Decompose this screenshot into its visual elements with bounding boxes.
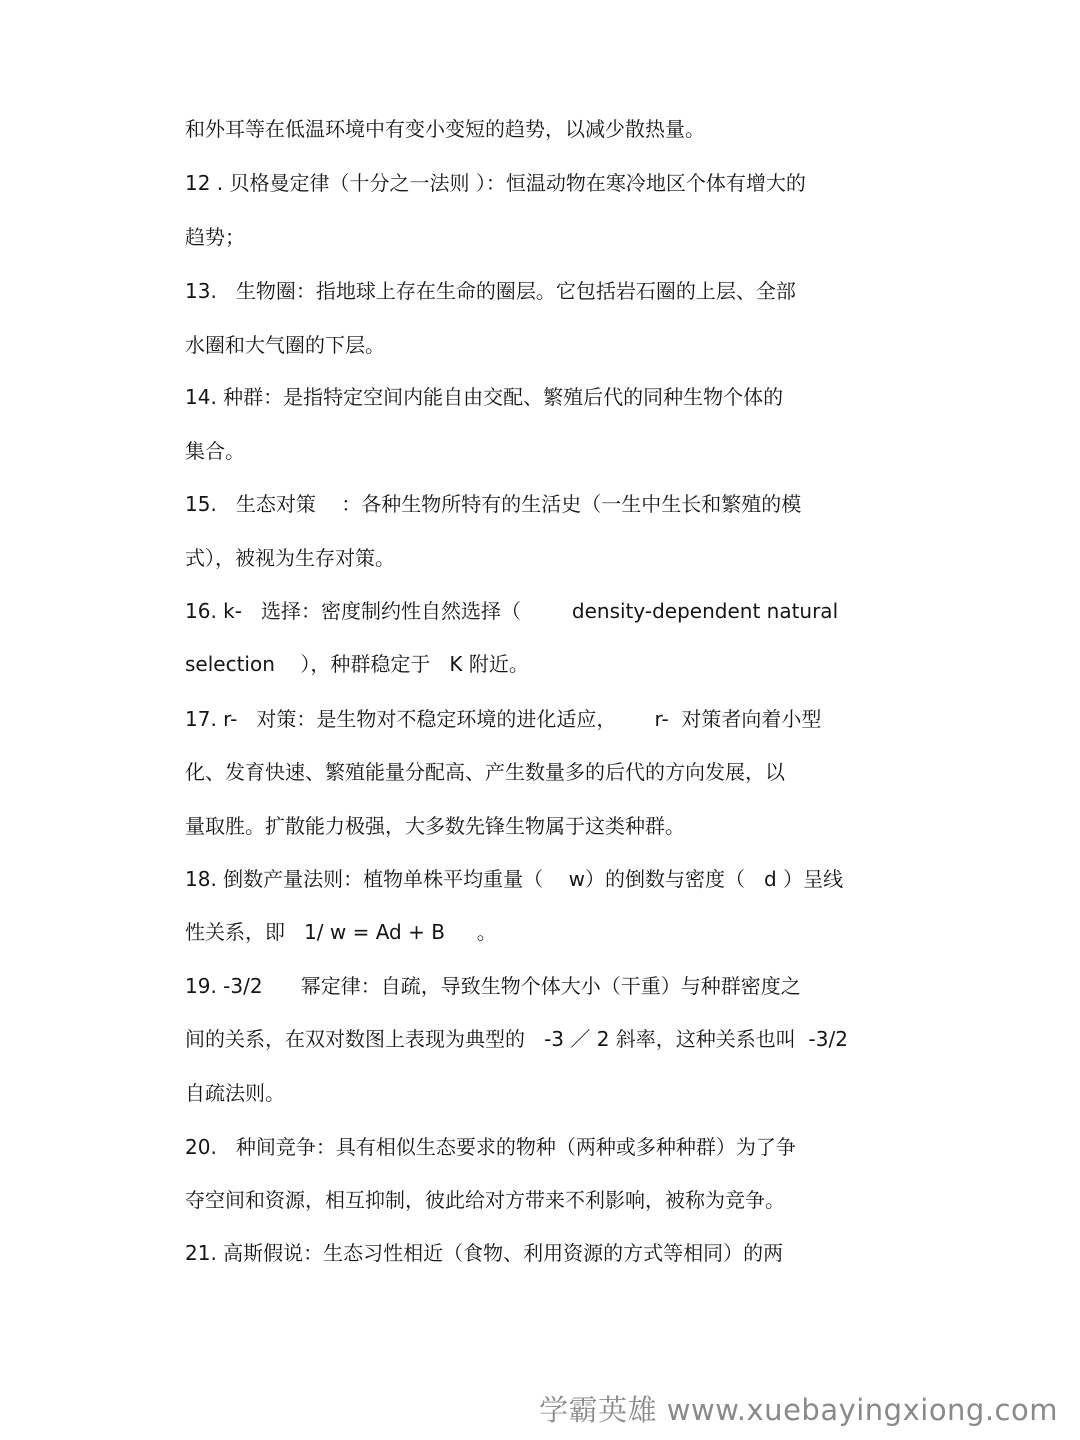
text-line: 16. k- 选择：密度制约性自然选择（ density-dependent natural xyxy=(185,599,839,623)
text-line: 21. 高斯假说：生态习性相近（食物、利用资源的方式等相同）的两 xyxy=(185,1241,784,1265)
text-line: 17. r- 对策：是生物对不稳定环境的进化适应， r- 对策者向着小型 xyxy=(185,707,822,731)
text-line: 13. 生物圈：指地球上存在生命的圈层。它包括岩石圈的上层、全部 xyxy=(185,279,796,303)
text-line: 20. 种间竞争：具有相似生态要求的物种（两种或多种种群）为了争 xyxy=(185,1135,796,1159)
text-line: 18. 倒数产量法则：植物单株平均重量（ w）的倒数与密度（ d ）呈线 xyxy=(185,867,844,891)
text-line: 水圈和大气圈的下层。 xyxy=(185,333,385,357)
text-line: 化、发育快速、繁殖能量分配高、产生数量多的后代的方向发展，以 xyxy=(185,760,785,784)
text-line: selection ），种群稳定于 K 附近。 xyxy=(185,652,529,676)
text-line: 12 . 贝格曼定律（十分之一法则 ）：恒温动物在寒冷地区个体有增大的 xyxy=(185,171,806,195)
text-line: 自疏法则。 xyxy=(185,1081,285,1105)
text-line: 间的关系，在双对数图上表现为典型的 -3 ／ 2 斜率，这种关系也叫 -3/2 xyxy=(185,1027,848,1051)
text-line: 集合。 xyxy=(185,439,245,463)
watermark: 学霸英雄 www.xuebayingxiong.com xyxy=(539,1393,1058,1427)
text-line: 15. 生态对策 ：各种生物所特有的生活史（一生中生长和繁殖的模 xyxy=(185,492,802,516)
text-line: 夺空间和资源，相互抑制，彼此给对方带来不利影响，被称为竞争。 xyxy=(185,1188,785,1212)
text-line: 14. 种群：是指特定空间内能自由交配、繁殖后代的同种生物个体的 xyxy=(185,385,784,409)
text-line: 趋势； xyxy=(185,225,245,249)
text-line: 量取胜。扩散能力极强，大多数先锋生物属于这类种群。 xyxy=(185,814,685,838)
text-line: 19. -3/2 幂定律：自疏，导致生物个体大小（干重）与种群密度之 xyxy=(185,974,801,998)
text-line: 和外耳等在低温环境中有变小变短的趋势，以减少散热量。 xyxy=(185,117,705,141)
text-line: 式），被视为生存对策。 xyxy=(185,546,395,570)
text-line: 性关系，即 1/ w = Ad + B 。 xyxy=(185,920,497,944)
